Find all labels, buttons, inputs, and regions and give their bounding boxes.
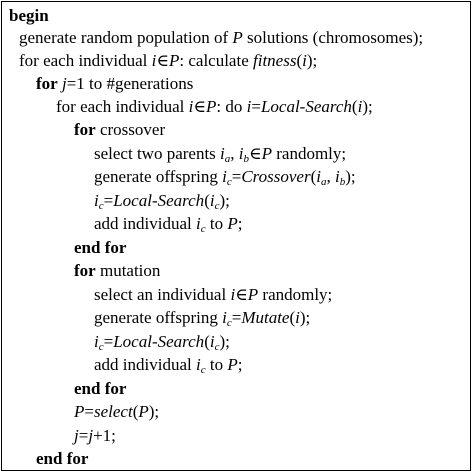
line-select-population: P=select(P);: [74, 402, 160, 421]
line-generate-crossover: generate offspring $i_c=Crossover(i_a$, $i_b$);: [94, 167, 356, 188]
line-for-generations: for j=1 to #generations: [36, 74, 194, 93]
line-select-parents: select two parents $i_a$, $i_b\in P$ randomly;: [94, 144, 347, 165]
line-generate-mutate: generate offspring $i_c=Mutate(i)$;: [94, 308, 311, 329]
line-generate-population: generate random population of P solutions (chromosomes);: [19, 28, 424, 47]
line-local-search-crossover: $i_c=Local-Search(i_c)$;: [94, 191, 230, 212]
algorithm-box: [1, 1, 471, 471]
line-add-crossover: add individual $i_c$ to P;: [94, 214, 243, 235]
line-select-individual: select an individual i∈P randomly;: [94, 285, 333, 304]
line-local-search-each: for each individual i∈P: do i=Local-Search(i);: [56, 97, 373, 116]
line-add-mutation: add individual $i_c$ to P;: [94, 355, 243, 376]
line-end-for-mutation: end for: [74, 379, 127, 398]
line-end-for-crossover: end for: [74, 238, 127, 257]
line-calculate-fitness: for each individual i∈P: calculate fitness(i);: [19, 51, 318, 70]
line-local-search-mutation: $i_c=Local-Search(i_c)$;: [94, 332, 230, 353]
line-for-crossover: for crossover: [74, 120, 166, 139]
begin-keyword: begin: [9, 6, 49, 25]
line-end-for-generations: end for: [36, 449, 89, 468]
line-for-mutation: for mutation: [74, 261, 161, 280]
line-increment-j: j=j+1;: [74, 426, 116, 445]
